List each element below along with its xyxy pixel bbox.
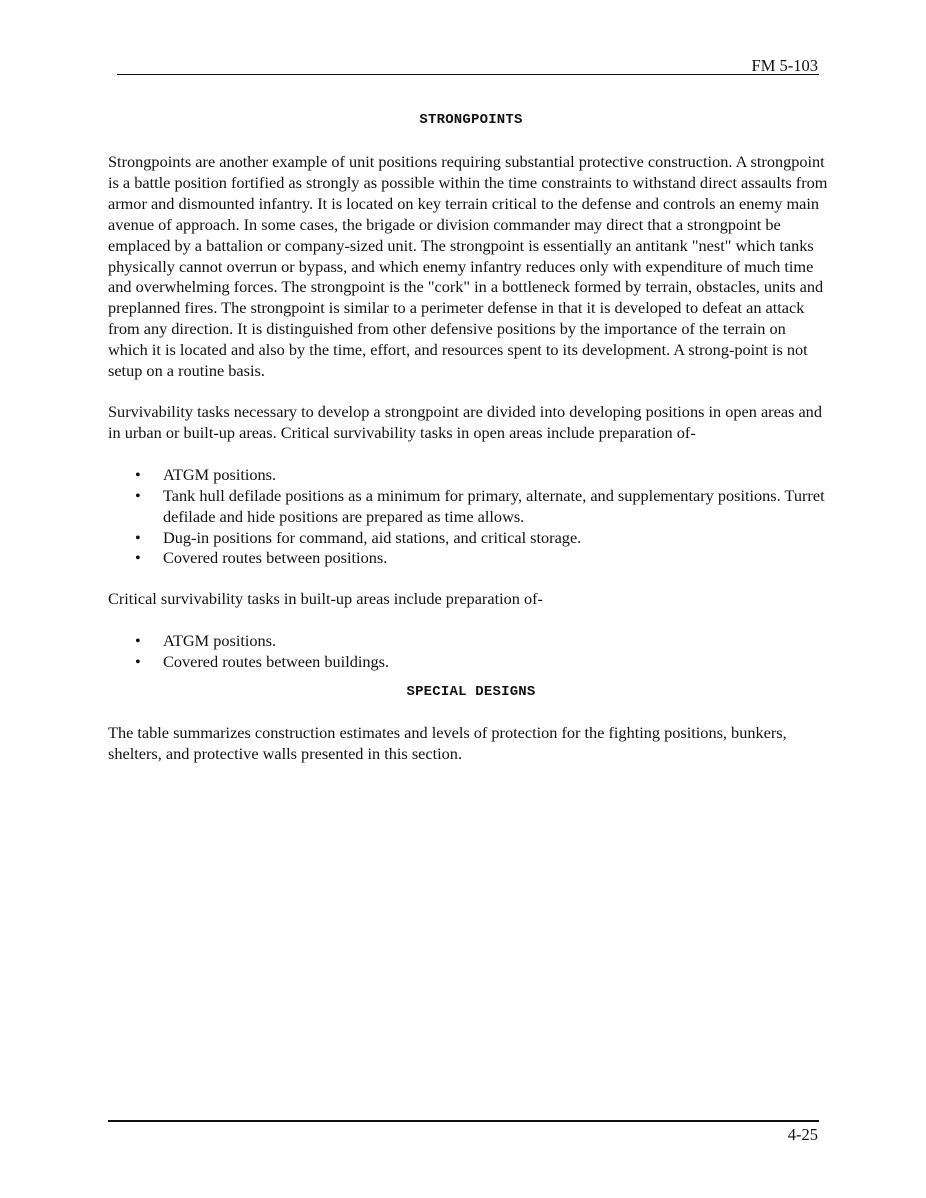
page-number: 4-25 [787, 1125, 818, 1144]
list-item: • ATGM positions. [108, 465, 828, 486]
paragraph-special-designs: The table summarizes construction estimates and levels of protection for the fighting positions, bunkers, shelters, and protective walls presented in this section. [108, 723, 787, 763]
list-item: • Covered routes between buildings. [108, 652, 828, 673]
built-up-task-list [108, 631, 828, 673]
paragraph-strongpoints-intro: Strongpoints are another example of unit positions requiring substantial protective construction. A strongpoint is a battle position fortified as strongly as possible within the time constraints to withstand direct assaults from armor and dismounted infantry. It is located on key terrain critical to the defense and controls an enemy main avenue of approach. In some cases, the brigade or division commander may direct that a strongpoint be emplaced by a battalion or company-sized unit. The strongpoint is essentially an antitank "nest" which tanks physically cannot overrun or bypass, and which enemy infantry reduces only with expenditure of much time and overwhelming forces. The strongpoint is the "cork" in a bottleneck formed by terrain, obstacles, units and preplanned fires. The strongpoint is similar to a perimeter defense in that it is developed to defeat an attack from any direction. It is distinguished from other defensive positions by the importance of the terrain on which it is located and also by the time, effort, and resources spent to its development. A strong-point is not setup on a routine basis. [108, 152, 828, 381]
header-rule [117, 74, 819, 75]
open-area-task-list [108, 465, 828, 570]
section-heading-strongpoints: STRONGPOINTS [419, 112, 523, 128]
list-item: • Dug-in positions for command, aid stations, and critical storage. [108, 528, 828, 549]
document-id: FM 5-103 [751, 56, 818, 75]
section-heading-special-designs: SPECIAL DESIGNS [406, 684, 536, 701]
list-item: • Tank hull defilade positions as a minimum for primary, alternate, and supplementary positions. Turret defilade and hide positions are prepared as time allows. [108, 486, 828, 528]
footer-rule [108, 1120, 819, 1122]
list-item: • Covered routes between positions. [108, 548, 828, 569]
paragraph-built-up-tasks: Critical survivability tasks in built-up areas include preparation of- [108, 589, 543, 609]
paragraph-survivability-tasks: Survivability tasks necessary to develop a strongpoint are divided into developing positions in open areas and in urban or built-up areas. Critical survivability tasks in open areas include preparation of- [108, 401, 822, 442]
page-content [108, 110, 828, 765]
list-item: • ATGM positions. [108, 631, 828, 652]
